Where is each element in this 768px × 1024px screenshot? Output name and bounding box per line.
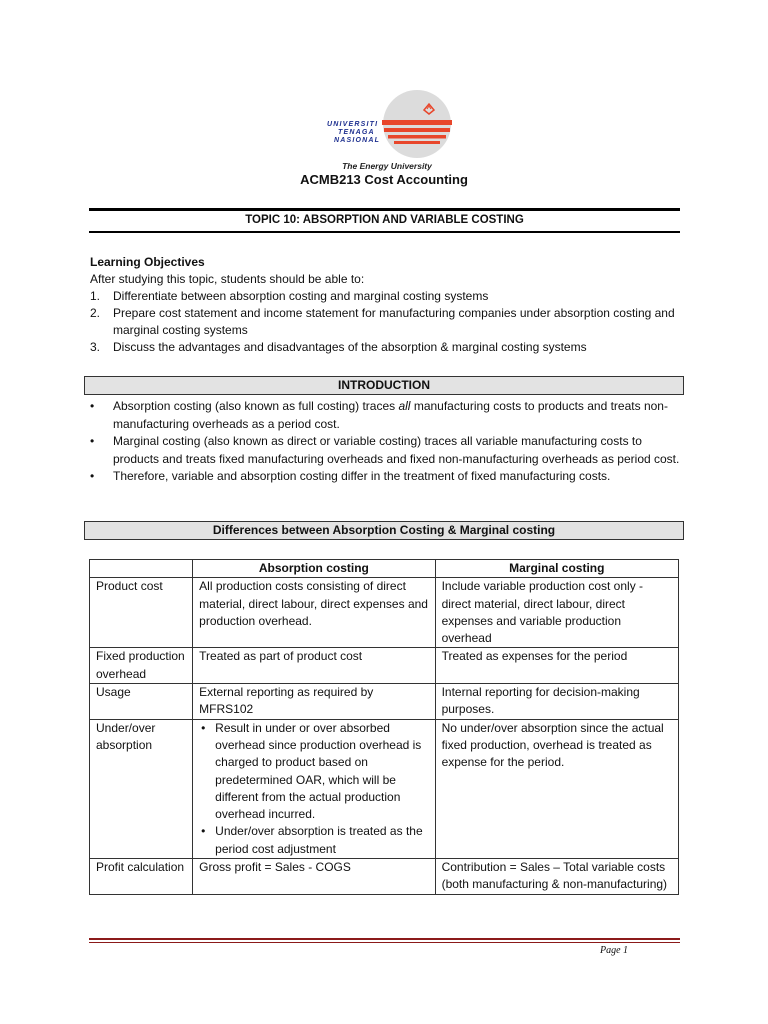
column-header: Absorption costing xyxy=(193,560,435,578)
row-label: Fixed production overhead xyxy=(90,648,193,684)
differences-heading: Differences between Absorption Costing & Marginal costing xyxy=(84,521,684,540)
list-item xyxy=(90,398,684,433)
marginal-cell: Include variable production cost only - direct material, direct labour, direct expenses and variable production overhead xyxy=(435,578,678,648)
row-label: Product cost xyxy=(90,578,193,648)
marginal-cell: Contribution = Sales – Total variable costs (both manufacturing & non-manufacturing) xyxy=(435,859,678,895)
objective-text: Prepare cost statement and income statement for manufacturing companies under absorption costing and marginal costing systems xyxy=(113,306,675,337)
bullet-text-start: Absorption costing (also known as full costing) traces xyxy=(113,399,399,413)
objective-text: Discuss the advantages and disadvantages of the absorption & marginal costing systems xyxy=(113,340,587,354)
learning-objectives-intro: After studying this topic, students should be able to: xyxy=(90,272,365,286)
learning-objectives-heading: Learning Objectives xyxy=(90,255,205,269)
row-label: Under/over absorption xyxy=(90,719,193,858)
absorption-cell: External reporting as required by MFRS102 xyxy=(193,684,435,720)
objectives-list xyxy=(90,288,680,356)
list-item xyxy=(90,433,684,468)
bullet-icon: • xyxy=(90,399,95,413)
absorption-cell: Gross profit = Sales - COGS xyxy=(193,859,435,895)
absorption-cell xyxy=(193,719,435,858)
table-row xyxy=(90,648,679,684)
logo-line-2: TENAGA xyxy=(338,129,375,136)
marginal-cell: No under/over absorption since the actual fixed production, overhead is treated as expense for the period. xyxy=(435,719,678,858)
bullet-icon: • xyxy=(90,469,95,483)
list-number: 3. xyxy=(90,340,101,354)
bullet-text: Under/over absorption is treated as the period cost adjustment xyxy=(215,824,423,856)
list-item xyxy=(90,339,680,356)
marginal-cell: Treated as expenses for the period xyxy=(435,648,678,684)
objective-text: Differentiate between absorption costing and marginal costing systems xyxy=(113,289,489,303)
page-number: Page 1 xyxy=(600,945,629,956)
list-item xyxy=(199,720,428,824)
list-item xyxy=(90,305,680,339)
introduction-list xyxy=(90,398,684,486)
row-label: Profit calculation xyxy=(90,859,193,895)
topic-heading: TOPIC 10: ABSORPTION AND VARIABLE COSTING xyxy=(245,214,524,226)
course-title: ACMB213 Cost Accounting xyxy=(300,172,468,187)
list-item xyxy=(90,288,680,305)
absorption-bullet-list xyxy=(199,720,428,858)
list-item xyxy=(90,468,684,486)
introduction-heading: INTRODUCTION xyxy=(84,376,684,395)
table-row xyxy=(90,578,679,648)
logo-line-3: NASIONAL xyxy=(334,137,381,144)
absorption-cell: All production costs consisting of direct material, direct labour, direct expenses and production overhead. xyxy=(193,578,435,648)
table-row xyxy=(90,859,679,895)
table-header-row xyxy=(90,560,679,578)
university-tagline: The Energy University xyxy=(342,161,432,171)
topic-bottom-rule xyxy=(89,231,680,233)
column-header xyxy=(90,560,193,578)
list-number: 2. xyxy=(90,306,101,320)
bullet-icon: • xyxy=(201,720,206,735)
comparison-table xyxy=(89,559,679,895)
logo-line-1: UNIVERSITI xyxy=(327,121,379,128)
list-item xyxy=(199,823,428,858)
learning-objectives xyxy=(90,254,680,356)
row-label: Usage xyxy=(90,684,193,720)
footer-rule-thick xyxy=(89,938,680,940)
table-row xyxy=(90,719,679,858)
introduction-content xyxy=(90,398,684,486)
university-logo xyxy=(324,90,454,172)
footer-rule-thin xyxy=(89,942,680,943)
table-row xyxy=(90,684,679,720)
bullet-text-end: manufacturing costs to products and treats non-manufacturing overheads as a period cost. xyxy=(113,399,668,431)
absorption-cell: Treated as part of product cost xyxy=(193,648,435,684)
emphasis-text: all xyxy=(398,399,411,413)
list-number: 1. xyxy=(90,289,101,303)
bullet-icon: • xyxy=(201,824,206,839)
bullet-icon: • xyxy=(90,434,95,448)
bullet-text: Marginal costing (also known as direct or variable costing) traces all variable manufacturing costs to products and treats fixed manufacturing overheads and fixed non-manufacturing overheads as period cost. xyxy=(113,434,680,466)
bullet-text: Result in under or over absorbed overhead since production overhead is charged to product based on predetermined OAR, which will be different from the actual production overhead incurred. xyxy=(215,720,422,822)
bullet-text: Therefore, variable and absorption costing differ in the treatment of fixed manufacturing costs. xyxy=(113,469,611,483)
topic-top-rule xyxy=(89,208,680,211)
column-header: Marginal costing xyxy=(435,560,678,578)
marginal-cell: Internal reporting for decision-making purposes. xyxy=(435,684,678,720)
